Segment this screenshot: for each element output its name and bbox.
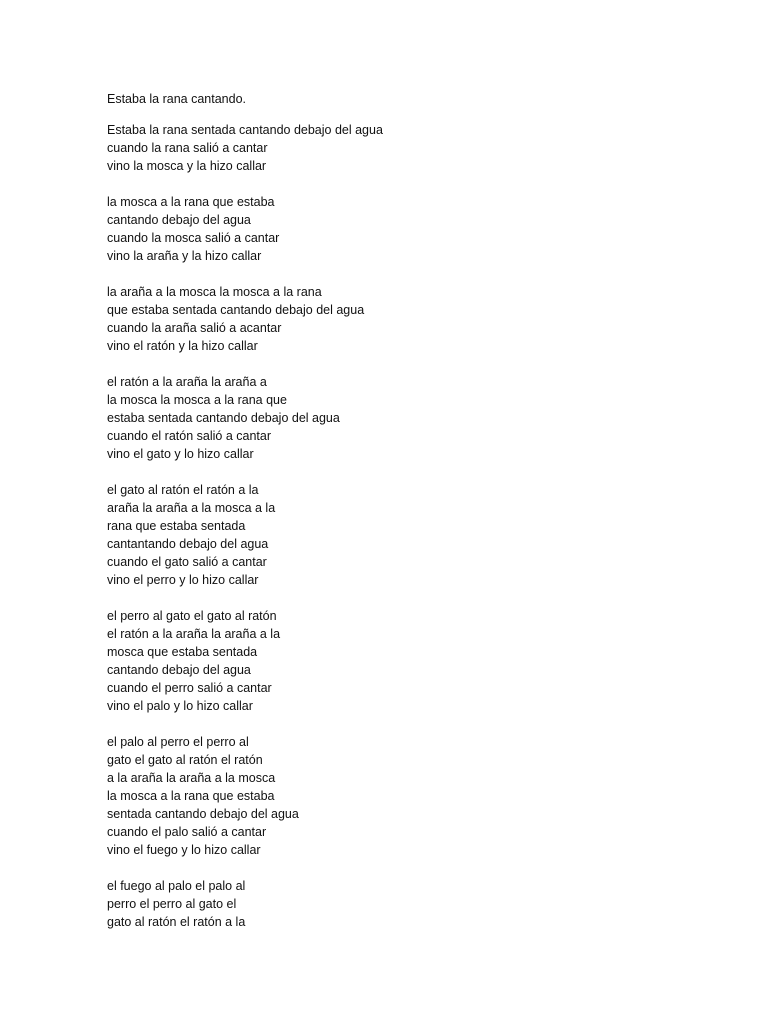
verse-line: que estaba sentada cantando debajo del agua bbox=[107, 303, 365, 317]
stanza bbox=[107, 283, 707, 355]
verse-line: el ratón a la araña la araña a la bbox=[107, 627, 281, 641]
verse-line: Estaba la rana sentada cantando debajo del agua bbox=[107, 123, 383, 137]
stanza bbox=[107, 733, 707, 859]
verse-line: vino la mosca y la hizo callar bbox=[107, 159, 267, 173]
verse-line: la araña a la mosca la mosca a la rana bbox=[107, 285, 322, 299]
verse-line: el palo al perro el perro al bbox=[107, 735, 249, 749]
verse-line: cantando debajo del agua bbox=[107, 213, 251, 227]
verse-line: estaba sentada cantando debajo del agua bbox=[107, 411, 340, 425]
stanza bbox=[107, 121, 707, 175]
verse-line: la mosca a la rana que estaba bbox=[107, 789, 275, 803]
verse-line: rana que estaba sentada bbox=[107, 519, 246, 533]
verse-line: vino el perro y lo hizo callar bbox=[107, 573, 259, 587]
verse-line: cuando el palo salió a cantar bbox=[107, 825, 267, 839]
verse-line: gato el gato al ratón el ratón bbox=[107, 753, 263, 767]
stanza bbox=[107, 481, 707, 589]
verse-line: el ratón a la araña la araña a bbox=[107, 375, 267, 389]
verse-line: araña la araña a la mosca a la bbox=[107, 501, 276, 515]
document-title: Estaba la rana cantando. bbox=[107, 92, 246, 106]
verse-line: a la araña la araña a la mosca bbox=[107, 771, 276, 785]
verse-line: sentada cantando debajo del agua bbox=[107, 807, 299, 821]
verse-line: la mosca la mosca a la rana que bbox=[107, 393, 287, 407]
verse-line: vino el gato y lo hizo callar bbox=[107, 447, 254, 461]
verse-line: el perro al gato el gato al ratón bbox=[107, 609, 277, 623]
stanza bbox=[107, 607, 707, 715]
verse-line: cuando el ratón salió a cantar bbox=[107, 429, 271, 443]
stanza bbox=[107, 877, 707, 931]
verse-line: el gato al ratón el ratón a la bbox=[107, 483, 259, 497]
verse-line: cuando el perro salió a cantar bbox=[107, 681, 272, 695]
stanza bbox=[107, 373, 707, 463]
verse-line: el fuego al palo el palo al bbox=[107, 879, 246, 893]
verse-line: cuando la mosca salió a cantar bbox=[107, 231, 280, 245]
verse-line: vino el palo y lo hizo callar bbox=[107, 699, 253, 713]
verse-line: vino el ratón y la hizo callar bbox=[107, 339, 258, 353]
verse-line: cuando la araña salió a acantar bbox=[107, 321, 282, 335]
verse-line: perro el perro al gato el bbox=[107, 897, 237, 911]
verse-line: mosca que estaba sentada bbox=[107, 645, 258, 659]
verse-line: vino el fuego y lo hizo callar bbox=[107, 843, 261, 857]
stanza-list bbox=[107, 121, 707, 931]
stanza bbox=[107, 193, 707, 265]
verse-line: gato al ratón el ratón a la bbox=[107, 915, 246, 929]
document-content bbox=[107, 90, 707, 949]
verse-line: cuando la rana salió a cantar bbox=[107, 141, 268, 155]
verse-line: cantantando debajo del agua bbox=[107, 537, 269, 551]
verse-line: la mosca a la rana que estaba bbox=[107, 195, 275, 209]
verse-line: cantando debajo del agua bbox=[107, 663, 251, 677]
verse-line: cuando el gato salió a cantar bbox=[107, 555, 267, 569]
verse-line: vino la araña y la hizo callar bbox=[107, 249, 262, 263]
